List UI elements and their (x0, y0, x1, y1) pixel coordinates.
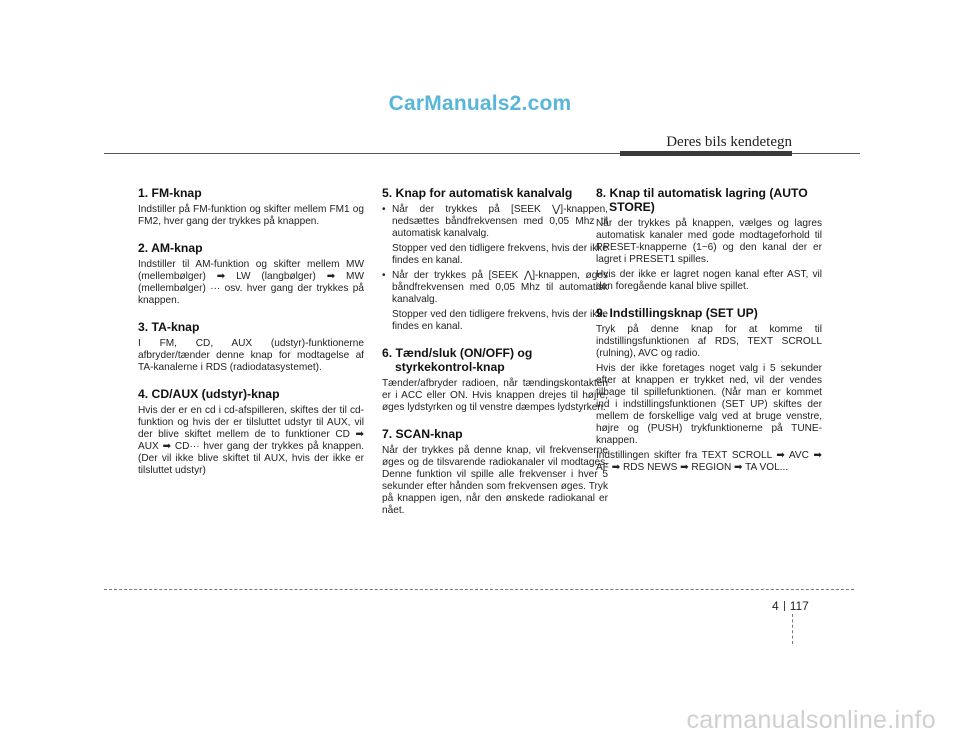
heading-cd-aux-button: 4. CD/AUX (udstyr)-knap (138, 387, 280, 401)
page-number-separator (784, 601, 785, 611)
bullet-seek-down-text: Når der trykkes på [SEEK ⋁]-knappen, nedsættes båndfrekvensen med 0,05 Mhz til automatisk kanalvalg. (392, 204, 608, 239)
text-auto-store-2: Hvis der ikke er lagret nogen kanal efter AST, vil den foregående kanal blive spillet. (596, 269, 822, 292)
column-2 (382, 186, 608, 520)
bullet-dot: • (382, 204, 386, 215)
heading-scan-button: 7. SCAN-knap (382, 427, 463, 441)
sub-seek-down: Stopper ved den tidligere frekvens, hvis der ikke findes en kanal. (392, 243, 608, 266)
watermark-bottom: carmanualsonline.info (686, 706, 936, 734)
text-power-volume: Tænder/afbryder radioen, når tændingskontakten er i ACC eller ON. Hvis knappen drejes til højre, øges lydstyrken og til venstre dæmpes lydstyrken. (382, 378, 608, 413)
bullet-dot: • (382, 270, 386, 281)
text-setup-2: Hvis der ikke foretages noget valg i 5 sekunder efter at knappen er trykket ned, vil der vendes tilbage til spillefunktionen. (Når man er kommet ind i indstillingsfunktionen (SET UP) skiftes der mellem de forskellige valg ved at bruge venstre, højre og (PUSH) trykfunktionerne på TUNE-knappen. (596, 363, 822, 446)
heading-ta-button: 3. TA-knap (138, 320, 200, 334)
text-am-button: Indstiller til AM-funktion og skifter mellem MW (mellembølger) ➡ LW (langbølger) ➡ MW (mellembølger) ··· osv. hver gang der trykkes på knappen. (138, 259, 364, 306)
heading-power-volume: 6. Tænd/sluk (ON/OFF) og styrkekontrol-knap (382, 346, 533, 374)
text-ta-button: I FM, CD, AUX (udstyr)-funktionerne afbryder/tænder denne knap for modtagelse af TA-kanalerne i RDS (radiodatasystemet). (138, 338, 364, 373)
column-3 (596, 186, 822, 477)
text-setup-1: Tryk på denne knap for at komme til indstillingsfunktionen af RDS, TEXT SCROLL (rulning), AVC og radio. (596, 324, 822, 359)
heading-fm-button: 1. FM-knap (138, 186, 202, 200)
text-fm-button: Indstiller på FM-funktion og skifter mellem FM1 og FM2, hver gang der trykkes på knappen. (138, 204, 364, 227)
text-auto-store-1: Når der trykkes på knappen, vælges og lagres automatisk kanaler med gode modtageforhold til PRESET-knapperne (1~6) og den kanal der er lagret i PRESET1 spilles. (596, 218, 822, 265)
chapter-number: 4 (772, 599, 779, 613)
page-number-value: 117 (789, 599, 809, 613)
text-scan-button: Når der trykkes på denne knap, vil frekvenserne øges og de tilsvarende radiokanaler vil modtages. Denne funktion vil spille alle frekvenser i hver 5 sekunder efter hånden som frekvensen øges. Tryk på knappen igen, når den ønskede radiokanal er nået. (382, 445, 608, 516)
heading-seek-button: 5. Knap for automatisk kanalvalg (382, 186, 573, 200)
section-title: Deres bils kendetegn (666, 134, 792, 150)
sub-seek-up: Stopper ved den tidligere frekvens, hvis der ikke findes en kanal. (392, 309, 608, 332)
bullet-seek-down (382, 204, 608, 240)
text-setup-3: Indstillingen skifter fra TEXT SCROLL ➡ AVC ➡ AF ➡ RDS NEWS ➡ REGION ➡ TA VOL... (596, 450, 822, 473)
bullet-seek-up (382, 270, 608, 306)
heading-auto-store: 8. Knap til automatisk lagring (AUTO STORE) (596, 186, 808, 214)
footer-dashed-rule (104, 589, 854, 590)
watermark-top: CarManuals2.com (388, 92, 572, 115)
heading-setup-button: 9. Indstillingsknap (SET UP) (596, 306, 758, 320)
text-cd-aux-button: Hvis der er en cd i cd-afspilleren, skiftes der til cd-funktion og hvis der er tilsluttet udstyr til AUX, vil der blive skiftet mellem de to funktioner CD ➡ AUX ➡ CD··· hver gang der trykkes på knappen. (Der vil ikke blive skiftet til AUX, hvis der ikke er tilsluttet udstyr) (138, 405, 364, 476)
bullet-seek-up-text: Når der trykkes på [SEEK ⋀]-knappen, øges båndfrekvensen med 0,05 Mhz til automatisk kanalvalg. (392, 270, 608, 305)
header-bar (620, 151, 792, 156)
page-number (772, 599, 809, 613)
column-1 (138, 186, 364, 480)
heading-am-button: 2. AM-knap (138, 241, 203, 255)
footer-vertical-dash (792, 614, 793, 644)
